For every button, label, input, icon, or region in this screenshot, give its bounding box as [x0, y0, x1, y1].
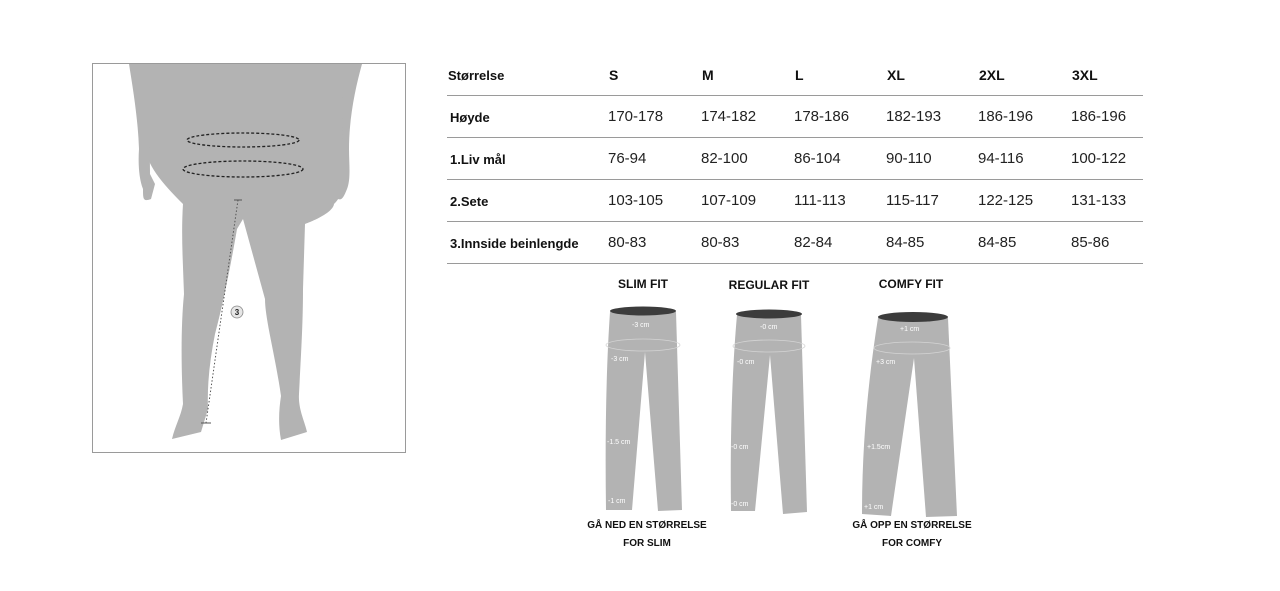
table-cell: 84-85	[975, 221, 1068, 263]
table-cell: 111-113	[791, 179, 883, 221]
regular-fit-pants	[731, 310, 807, 515]
slim-fit-note-line1: GÅ NED EN STØRRELSE	[587, 520, 707, 531]
table-cell: 186-196	[1068, 95, 1143, 137]
comfy-waist-label: +1 cm	[900, 326, 920, 333]
size-col-xl: XL	[887, 66, 905, 83]
comfy-thigh-label: +1.5cm	[867, 444, 891, 451]
slim-hem-label: -1 cm	[608, 498, 626, 505]
comfy-fit-note-line1: GÅ OPP EN STØRRELSE	[852, 520, 972, 531]
table-cell: 174-182	[698, 95, 791, 137]
comfy-hip-label: +3 cm	[876, 359, 896, 366]
table-cell: 186-196	[975, 95, 1068, 137]
table-cell: 122-125	[975, 179, 1068, 221]
slim-waist-label: -3 cm	[632, 322, 650, 329]
slim-hip-label: -3 cm	[611, 356, 629, 363]
table-cell: 103-105	[605, 179, 698, 221]
table-cell: 115-117	[883, 179, 975, 221]
table-cell: 178-186	[791, 95, 883, 137]
regular-thigh-label: -0 cm	[731, 444, 749, 451]
table-cell: 131-133	[1068, 179, 1143, 221]
table-cell: 80-83	[605, 221, 698, 263]
table-cell: 80-83	[698, 221, 791, 263]
table-cell: 76-94	[605, 137, 698, 179]
size-col-2xl: 2XL	[979, 66, 1005, 83]
size-col-l: L	[795, 66, 804, 83]
table-cell: 100-122	[1068, 137, 1143, 179]
regular-hip-label: -0 cm	[737, 359, 755, 366]
table-cell: 170-178	[605, 95, 698, 137]
comfy-fit-pants	[862, 312, 957, 517]
regular-fit-title: REGULAR FIT	[728, 278, 810, 292]
size-col-s: S	[609, 66, 619, 83]
table-cell: 182-193	[883, 95, 975, 137]
comfy-fit-title: COMFY FIT	[878, 277, 944, 291]
row-label: Høyde	[447, 95, 605, 137]
comfy-fit-note-line2: FOR COMFY	[882, 538, 942, 549]
regular-hem-label: -0 cm	[731, 501, 749, 508]
size-col-m: M	[702, 66, 714, 83]
table-cell: 94-116	[975, 137, 1068, 179]
table-cell: 90-110	[883, 137, 975, 179]
table-cell: 86-104	[791, 137, 883, 179]
slim-fit-pants	[606, 307, 682, 512]
slim-fit-title: SLIM FIT	[618, 277, 668, 291]
inseam-marker-number: 3	[234, 308, 240, 317]
size-col-3xl: 3XL	[1072, 66, 1098, 83]
row-label: 1.Liv mål	[447, 137, 605, 179]
table-cell: 84-85	[883, 221, 975, 263]
table-cell: 107-109	[698, 179, 791, 221]
row-label: 3.Innside beinlengde	[447, 221, 605, 263]
size-header-label: Størrelse	[448, 68, 505, 84]
slim-fit-note-line2: FOR SLIM	[623, 538, 671, 549]
table-cell: 82-84	[791, 221, 883, 263]
table-cell: 82-100	[698, 137, 791, 179]
slim-thigh-label: -1.5 cm	[607, 439, 631, 446]
regular-waist-label: -0 cm	[760, 324, 778, 331]
comfy-hem-label: +1 cm	[864, 504, 884, 511]
row-label: 2.Sete	[447, 179, 605, 221]
table-cell: 85-86	[1068, 221, 1143, 263]
